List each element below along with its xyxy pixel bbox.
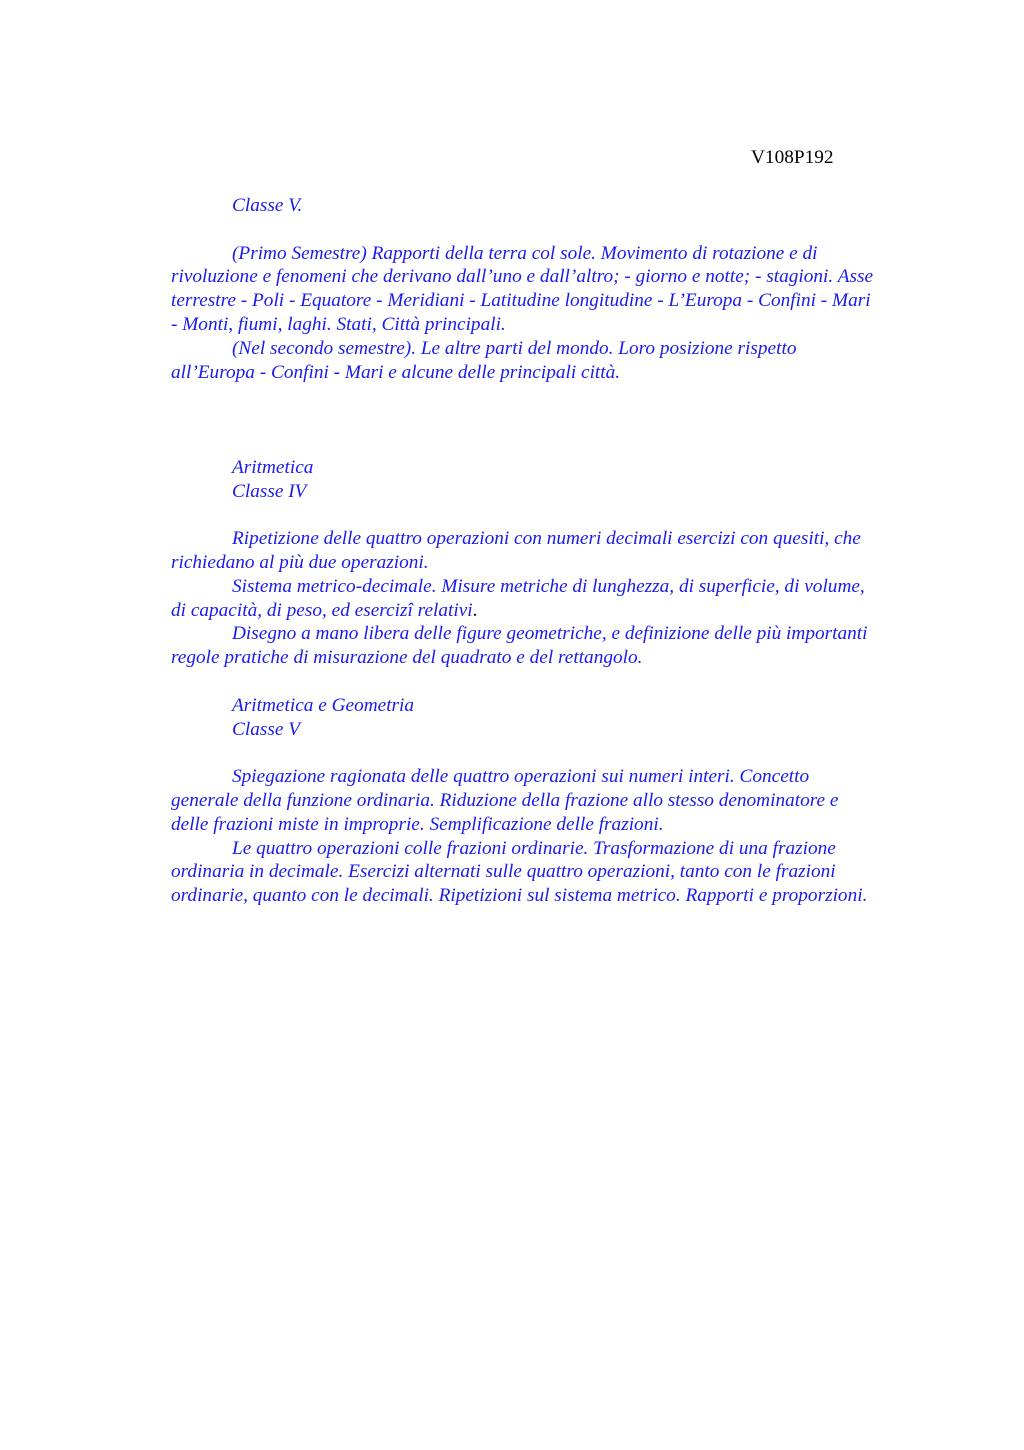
spacer — [171, 741, 931, 765]
secondo-semestre-line: all’Europa - Confini - Mari e alcune delle principali città. — [171, 361, 621, 383]
operazioni-line: Le quattro operazioni colle frazioni ordinarie. Trasformazione di una frazione — [232, 837, 836, 859]
spiegazione-line: delle frazioni miste in improprie. Semplificazione delle frazioni. — [171, 813, 664, 835]
disegno-line: Disegno a mano libera delle figure geometriche, e definizione delle più importanti — [232, 623, 868, 645]
sistema-line: Sistema metrico-decimale. Misure metriche di lunghezza, di superficie, di volume, — [232, 575, 865, 597]
spacer — [171, 670, 931, 694]
sistema-line — [171, 599, 931, 623]
sistema-period: . — [472, 599, 478, 621]
primo-semestre-line: terrestre - Poli - Equatore - Meridiani - Latitudine longitudine - L’Europa - Confini - Mari — [171, 290, 871, 312]
spiegazione-line: generale della funzione ordinaria. Riduzione della frazione allo stesso denominatore e — [171, 789, 839, 811]
primo-semestre-line: (Primo Semestre) Rapporti della terra col sole. Movimento di rotazione e di — [232, 242, 818, 264]
ripetizione-line: richiedano al più due operazioni. — [171, 551, 429, 573]
secondo-semestre-line: (Nel secondo semestre). Le altre parti del mondo. Loro posizione rispetto — [232, 337, 797, 359]
spacer — [171, 384, 931, 455]
spacer — [171, 218, 931, 242]
document-body — [171, 194, 931, 908]
operazioni-line: ordinarie, quanto con le decimali. Ripetizioni sul sistema metrico. Rapporti e proporzioni. — [171, 885, 868, 907]
page-id: V108P192 — [751, 147, 834, 168]
section-heading-aritmetica: Aritmetica — [232, 456, 314, 478]
section-heading-aritmetica-geometria: Aritmetica e Geometria — [232, 694, 415, 716]
ripetizione-line: Ripetizione delle quattro operazioni con numeri decimali esercizi con quesiti, che — [232, 528, 861, 550]
section-class-iv: Classe IV — [232, 480, 307, 502]
spiegazione-line: Spiegazione ragionata delle quattro operazioni sui numeri interi. Concetto — [232, 766, 810, 788]
primo-semestre-line: - Monti, fiumi, laghi. Stati, Città principali. — [171, 313, 506, 335]
sistema-text: relativi — [412, 599, 473, 621]
primo-semestre-line: rivoluzione e fenomeni che derivano dall’uno e dall’altro; - giorno e notte; - stagioni. Asse — [171, 266, 874, 288]
sistema-text: di capacità, di peso, ed esercizi — [171, 599, 413, 621]
operazioni-line: ordinaria in decimale. Esercizi alternati sulle quattro operazioni, tanto con le frazioni — [171, 861, 836, 883]
section-class-v: Classe V — [232, 718, 301, 740]
disegno-line: regole pratiche di misurazione del quadrato e del rettangolo. — [171, 647, 643, 669]
section-title-classe-v: Classe V. — [232, 195, 303, 216]
spacer — [171, 503, 931, 527]
